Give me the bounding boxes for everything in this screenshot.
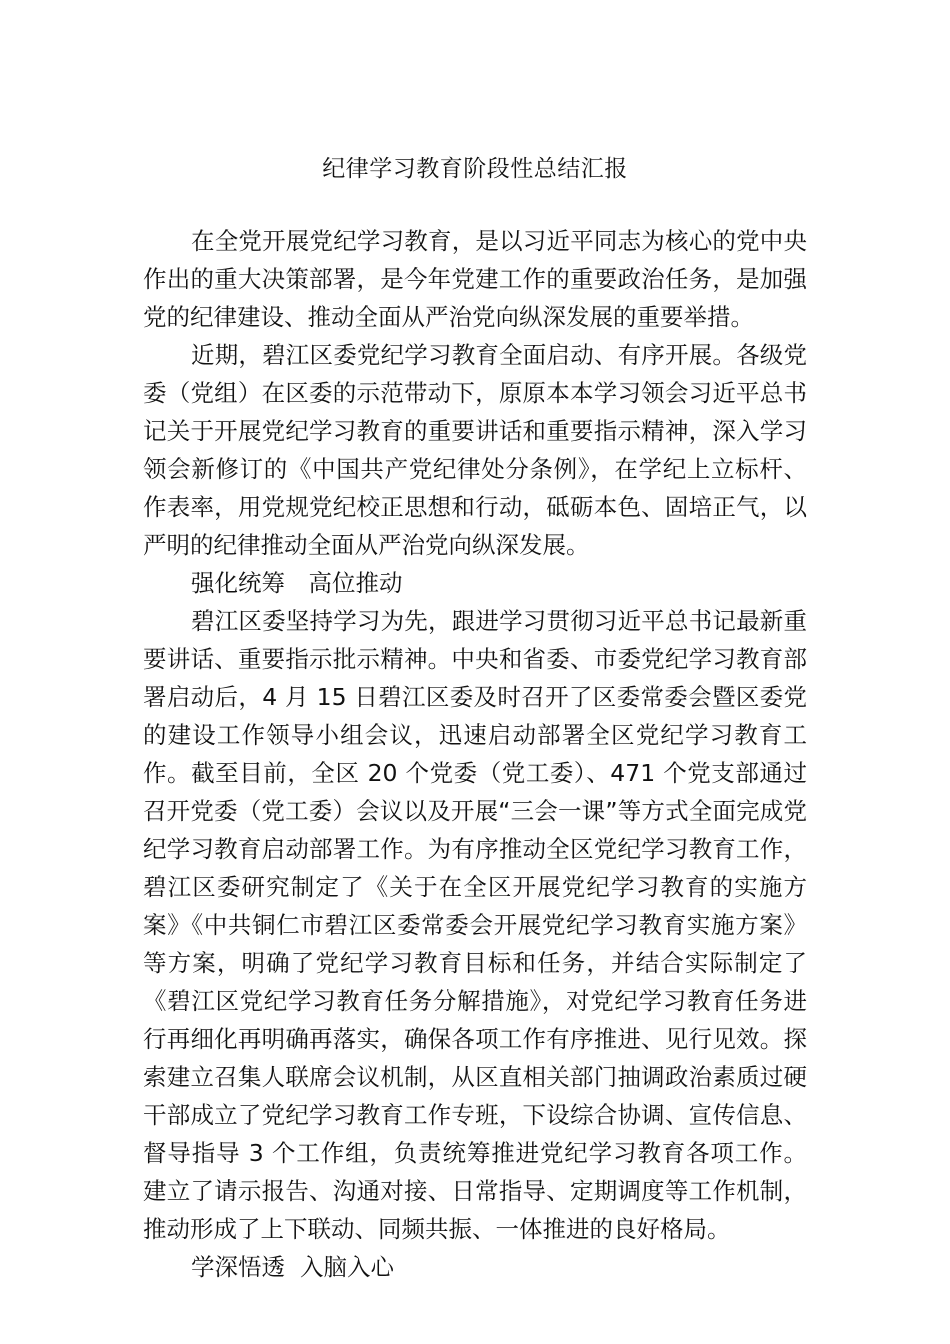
section-heading-study: 学深悟透 入脑入心 bbox=[191, 1253, 394, 1281]
paragraph-launch: 近期，碧江区委党纪学习教育全面启动、有序开展。各级党委（党组）在区委的示范带动下，原原本本学习领会习近平总书记关于开展党纪学习教育的重要讲话和重要指示精神，深入学习领会新修订的《中国共产党纪律处分条例》，在学纪上立标杆、作表率，用党规党纪校正思想和行动，砥砺本色、固培正气，以严明的纪律推动全面从严治党向纵深发展。 bbox=[143, 341, 807, 559]
section-heading-coordination: 强化统筹 高位推动 bbox=[191, 569, 403, 597]
document-title: 纪律学习教育阶段性总结汇报 bbox=[322, 156, 628, 182]
document-body bbox=[143, 222, 807, 1286]
paragraph-intro: 在全党开展党纪学习教育，是以习近平同志为核心的党中央作出的重大决策部署，是今年党建工作的重要政治任务，是加强党的纪律建设、推动全面从严治党向纵深发展的重要举措。 bbox=[143, 227, 807, 331]
paragraph-coordination: 碧江区委坚持学习为先，跟进学习贯彻习近平总书记最新重要讲话、重要指示批示精神。中央和省委、市委党纪学习教育部署启动后，4 月 15 日碧江区委及时召开了区委常委会暨区委党的建设工作领导小组会议，迅速启动部署全区党纪学习教育工作。截至目前，全区 20 个党委（党工委）、471 个党支部通过召开党委（党工委）会议以及开展“三会一课”等方式全面完成党纪学习教育启动部署工作。为有序推动全区党纪学习教育工作，碧江区委研究制定了《关于在全区开展党纪学习教育的实施方案》《中共铜仁市碧江区委常委会开展党纪学习教育实施方案》等方案，明确了党纪学习教育目标和任务，并结合实际制定了《碧江区党纪学习教育任务分解措施》，对党纪学习教育任务进行再细化再明确再落实，确保各项工作有序推进、见行见效。探索建立召集人联席会议机制，从区直相关部门抽调政治素质过硬干部成立了党纪学习教育工作专班，下设综合协调、宣传信息、督导指导 3 个工作组，负责统筹推进党纪学习教育各项工作。建立了请示报告、沟通对接、日常指导、定期调度等工作机制，推动形成了上下联动、同频共振、一体推进的良好格局。 bbox=[143, 607, 807, 1243]
